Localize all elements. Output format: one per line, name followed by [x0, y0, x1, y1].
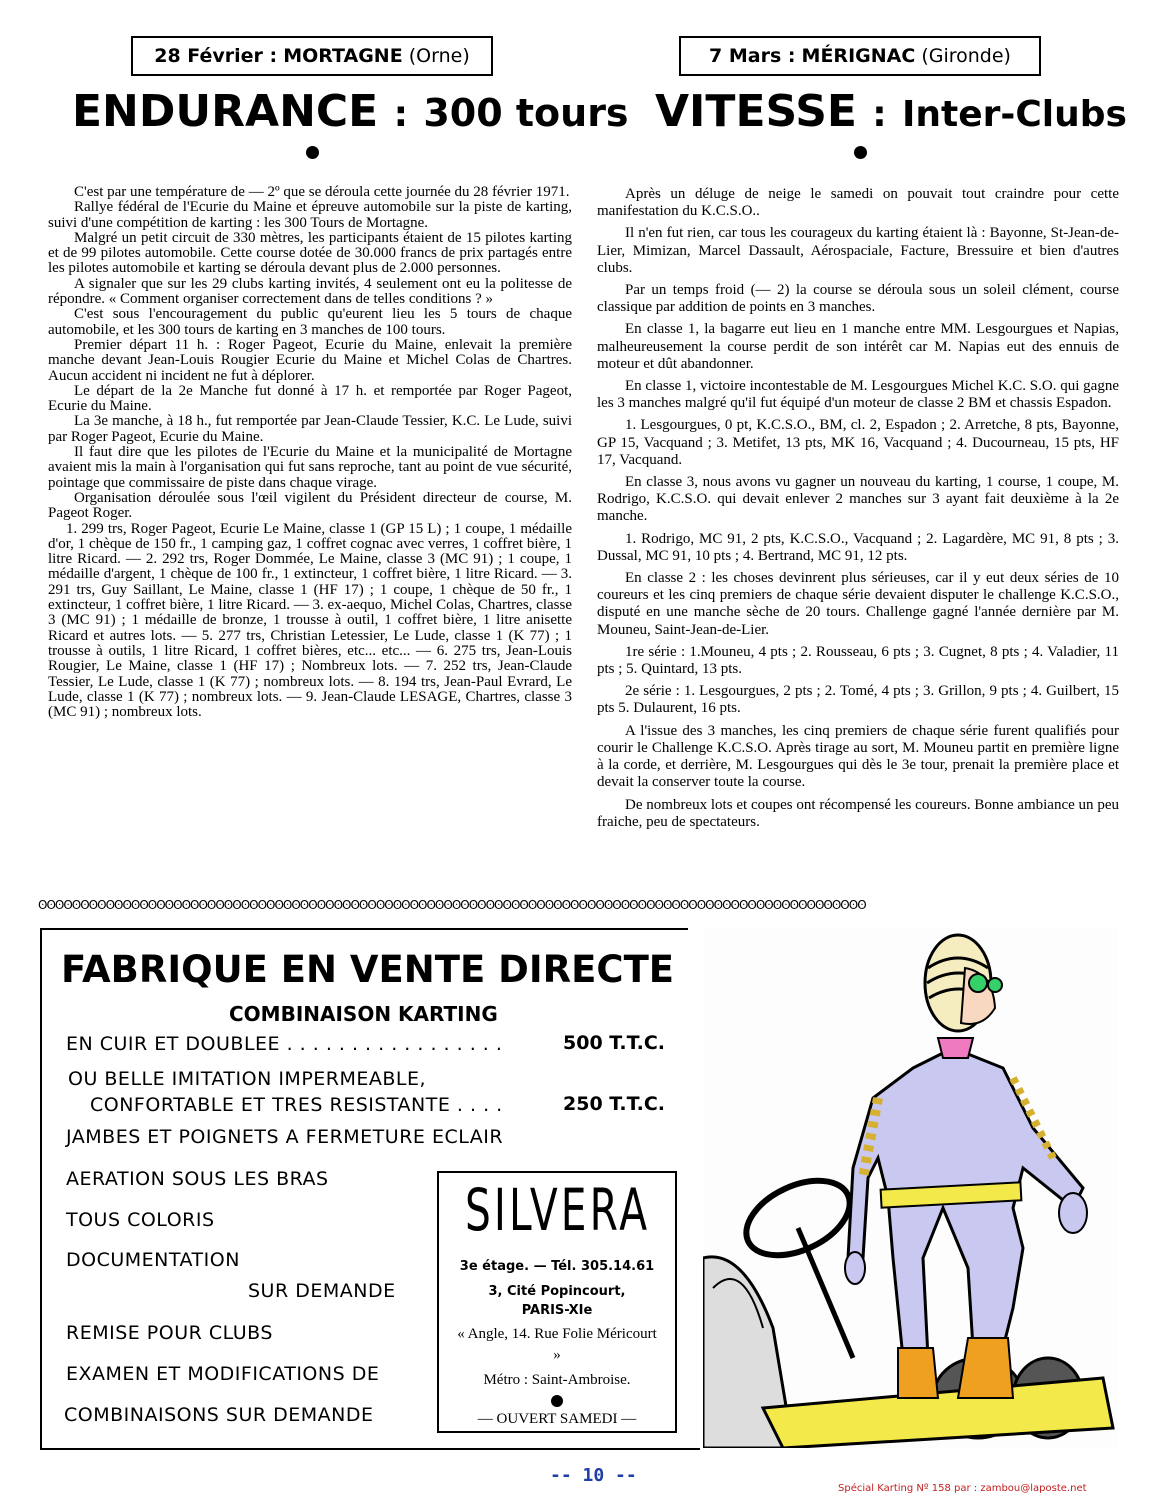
- ad-price-imitation: 250 T.T.C.: [563, 1093, 666, 1115]
- right-headline-rest: Inter-Clubs: [902, 94, 1127, 135]
- footer-credit: Spécial Karting Nº 158 par : zambou@laposte.net: [838, 1483, 1087, 1494]
- left-paragraph: La 3e manche, à 18 h., fut remportée par Jean-Claude Tessier, K.C. Le Lude, suivi par Roger Pageot, Ecurie du Maine.: [48, 413, 572, 445]
- left-paragraph: Premier départ 11 h. : Roger Pageot, Ecurie du Maine, enlevait la première manche devant Jean-Louis Rougier Ecurie du Maine et Michel Colas de Chartres. Aucun accident ni incident ne fut à déplorer.: [48, 336, 572, 384]
- ad-title: FABRIQUE EN VENTE DIRECTE: [61, 948, 675, 991]
- ad-frame-bottom: [40, 1448, 700, 1450]
- ad-line-colors: TOUS COLORIS: [66, 1209, 215, 1231]
- right-paragraph: En classe 2 : les choses devinrent plus sérieuses, car il y eut deux séries de 10 coureurs et les cinq premiers de chaque série devaient disputer le challenge K.C.S.O., disputé en une manche sèche de 20 tours. Challenge gagné l'année dernière par M. Mouneu, Saint-Jean-de-Lier.: [597, 570, 1119, 638]
- silvera-logo: SILVERA: [464, 1176, 651, 1244]
- silvera-open: — OUVERT SAMEDI —: [477, 1411, 637, 1427]
- right-date-label: 7 Mars :: [709, 45, 796, 67]
- karting-driver-image: [703, 928, 1118, 1448]
- left-place: MORTAGNE: [283, 45, 403, 67]
- left-headline: [72, 86, 629, 137]
- left-bullet-dot: [306, 146, 319, 159]
- right-headline-sep: :: [872, 94, 887, 135]
- ad-line-zippers: JAMBES ET POIGNETS A FERMETURE ECLAIR: [66, 1126, 504, 1148]
- right-bullet-dot: [854, 146, 867, 159]
- ad-frame-left: [40, 928, 42, 1450]
- right-paragraph: Il n'en fut rien, car tous les courageux du karting étaient là : Bayonne, St-Jean-de-Lier, Mimizan, Marcel Dassault, Aérospaciale, Facture, Bressuire et bien d'autres clubs.: [597, 225, 1119, 276]
- left-date-box: [131, 36, 493, 76]
- left-paragraph: Organisation déroulée sous l'œil vigilent du Président directeur de course, M. Pageot Roger.: [48, 489, 572, 522]
- karting-illustration: [703, 928, 1118, 1448]
- ad-line-aeration: AERATION SOUS LES BRAS: [66, 1168, 329, 1190]
- right-headline: [655, 86, 1127, 137]
- silvera-floor-tel: 3e étage. — Tél. 305.14.61: [459, 1259, 655, 1274]
- right-paragraph: En classe 1, la bagarre eut lieu en 1 manche entre MM. Lesgourgues et Napias, malheureusement la course perdit de son intérêt car M. Napias eut des ennuis de moteur et dût abandonner.: [597, 321, 1119, 372]
- ad-line-club-discount: REMISE POUR CLUBS: [66, 1322, 273, 1344]
- ornament-divider: ʘʘʘʘʘʘʘʘʘʘʘʘʘʘʘʘʘʘʘʘʘʘʘʘʘʘʘʘʘʘʘʘʘʘʘʘʘʘʘʘʘʘʘʘʘʘʘʘʘʘʘʘʘʘʘʘʘʘʘʘʘʘʘʘʘʘʘʘʘʘʘʘʘʘʘʘʘʘʘʘʘʘʘʘʘʘʘʘʘʘʘʘʘʘʘʘʘʘ: [38, 898, 866, 912]
- silvera-box: [437, 1171, 677, 1433]
- ad-frame-top: [40, 928, 688, 930]
- right-paragraph: En classe 1, victoire incontestable de M. Lesgourgues Michel K.C. S.O. qui gagne les 3 manches malgré qu'il fut équipé d'un moteur de classe 2 BM et chassis Espadon.: [597, 378, 1119, 412]
- left-paragraph: Malgré un petit circuit de 330 mètres, les participants étaient de 15 pilotes karting et de 99 pilotes automobile. Cette course dotée de 30.000 francs de prix partagés entre les pilotes automobile et karting se déroula devant plus de 2.000 personnes.: [48, 229, 572, 277]
- right-region: (Gironde): [921, 45, 1011, 67]
- left-headline-rest: 300 tours: [423, 91, 629, 135]
- right-paragraph: 1. Rodrigo, MC 91, 2 pts, K.C.S.O., Vacquand ; 2. Lagardère, MC 91, 8 pts ; 3. Dussal, MC 91, 10 pts ; 4. Bertrand, MC 91, 12 pts.: [597, 530, 1119, 564]
- ad-line-combinaisons: COMBINAISONS SUR DEMANDE: [64, 1404, 374, 1426]
- right-headline-main: VITESSE: [655, 86, 857, 137]
- ad-line-exam: EXAMEN ET MODIFICATIONS DE: [66, 1363, 380, 1385]
- silvera-metro: Métro : Saint-Ambroise.: [483, 1372, 631, 1388]
- page-number: -- 10 --: [550, 1465, 637, 1486]
- left-region: (Orne): [408, 45, 470, 67]
- silvera-street: 3, Cité Popincourt,: [488, 1284, 626, 1299]
- right-date-box: [679, 36, 1041, 76]
- left-paragraph: Le départ de la 2e Manche fut donné à 17 h. et remportée par Roger Pageot, Ecurie du Maine.: [48, 382, 572, 415]
- ad-line-imitation: OU BELLE IMITATION IMPERMEABLE,: [68, 1068, 427, 1090]
- right-paragraph: En classe 3, nous avons vu gagner un nouveau du karting, 1 course, 1 coupe, M. Rodrigo, K.C.S.O. qui devait enlever 2 manches sur 3 ayant fait deuxième à la 2e manche.: [597, 474, 1119, 525]
- ad-line-documentation: DOCUMENTATION: [66, 1249, 240, 1271]
- right-paragraph: Par un temps froid (— 2) la course se déroula sous un soleil clément, course classique par addition de points en 3 manches.: [597, 282, 1119, 316]
- right-paragraph: Après un déluge de neige le samedi on pouvait tout craindre pour cette manifestation du K.C.S.O..: [597, 186, 1119, 220]
- silvera-dot: [551, 1395, 563, 1407]
- right-paragraph: 1. Lesgourgues, 0 pt, K.C.S.O., BM, cl. 2, Espadon ; 2. Arretche, 8 pts, Bayonne, GP 15, Vacquand ; 3. Metifet, 13 pts, MK 16, Vacquand ; 4. Ducourneau, 15 pts, HF 17, Vacquand.: [597, 417, 1119, 468]
- left-paragraph: C'est par une température de — 2º que se déroula cette journée du 28 février 1971.: [74, 185, 570, 200]
- ad-line-on-request: SUR DEMANDE: [248, 1280, 396, 1302]
- right-article-body: [597, 186, 1119, 886]
- right-paragraph: 2e série : 1. Lesgourgues, 2 pts ; 2. Tomé, 4 pts ; 3. Grillon, 9 pts ; 4. Guilbert, 15 pts 5. Dulaurent, 16 pts.: [597, 683, 1119, 717]
- left-headline-sep: :: [393, 94, 408, 135]
- right-paragraph: A l'issue des 3 manches, les cinq premiers de chaque série furent qualifiés pour courir le Challenge K.C.S.O. Après tirage au sort, M. Mouneu partit en première ligne à la corde, et derrière, M. Lesgourgues qui dès le 3e tour, prenait la première place et devait la conserver toute la course.: [597, 722, 1119, 791]
- left-paragraph: Rallye fédéral de l'Ecurie du Maine et épreuve automobile sur la piste de karting, suivi d'une compétition de karting : les 300 Tours de Mortagne.: [48, 199, 572, 231]
- left-paragraph: A signaler que sur les 29 clubs karting invités, 4 seulement ont eu la politesse de répondre. « Comment organiser correctement dans de telles conditions ? »: [48, 275, 572, 308]
- right-place: MÉRIGNAC: [801, 45, 916, 67]
- left-date-label: 28 Février :: [154, 45, 278, 67]
- silvera-angle: « Angle, 14. Rue Folie Méricourt »: [457, 1326, 657, 1363]
- left-paragraph: Il faut dire que les pilotes de l'Ecurie du Maine et la municipalité de Mortagne avaient mis la main à l'organisation qui fut sans reproche, tant au point de vue sécurité, pointage que commissaire de piste dans chaque virage.: [48, 444, 572, 491]
- left-headline-main: ENDURANCE: [72, 86, 379, 137]
- left-article-body: [48, 185, 572, 885]
- right-paragraph: De nombreux lots et coupes ont récompensé les coureurs. Bonne ambiance un peu fraiche, peu de spectateurs.: [597, 796, 1119, 830]
- left-results: 1. 299 trs, Roger Pageot, Ecurie Le Maine, classe 1 (GP 15 L) ; 1 coupe, 1 médaille d'or, 1 chèque de 150 fr., 1 camping gaz, 1 coffret cognac avec verres, 1 coffret bière, 1 litre Ricard. — 2. 292 trs, Roger Dommée, Le Maine, classe 3 (MC 91) ; 1 coupe, 1 médaille d'argent, 1 chèque de 100 fr., 1 extincteur, 1 coffret bière, 1 litre Ricard. — 3. 291 trs, Guy Saillant, Le Maine, classe 1 (HF 17) ; 1 coupe, 1 chèque de 50 fr., 1 extincteur, 1 coffret bière, 1 litre Ricard. — 3. ex-aequo, Michel Colas, Chartres, classe 3 (MC 91) ; 1 médaille de bronze, 1 trousse à outil, 1 coffret bière, 1 litre anisette Ricard et autres lots. — 5. 277 trs, Christian Letessier, Le Lude, classe 1 (K 77) ; 1 trousse à outils, 1 litre Ricard, 1 coffret bières, etc... etc... — 6. 275 trs, Jean-Louis Rougier, Le Maine, classe 1 (HF 17) ; Nombreux lots. — 7. 252 trs, Jean-Claude Tessier, Le Lude, classe 1 (K 77) ; nombreux lots. — 8. 194 trs, Jean-Paul Evrard, Le Lude, classe 1 (K 77) ; nombreux lots. — 9. Jean-Claude LESAGE, Chartres, classe 3 (MC 91) ; nombreux lots.: [48, 520, 572, 721]
- ad-subtitle: COMBINAISON KARTING: [229, 1002, 498, 1026]
- silvera-city: PARIS-XIe: [521, 1303, 593, 1318]
- left-paragraph: C'est sous l'encouragement du public qu'eurent lieu les 5 tours de chaque automobile, et les 300 tours de karting en 3 manches de 100 tours.: [48, 306, 572, 338]
- right-paragraph: 1re série : 1.Mouneu, 4 pts ; 2. Rousseau, 6 pts ; 3. Cugnet, 8 pts ; 4. Valadier, 11 pts ; 5. Quintard, 13 pts.: [597, 643, 1119, 678]
- ad-line-leather: EN CUIR ET DOUBLEE . . . . . . . . . . . . . . . . .: [66, 1033, 503, 1055]
- ad-price-leather: 500 T.T.C.: [563, 1032, 666, 1054]
- ad-line-comfortable: CONFORTABLE ET TRES RESISTANTE . . . .: [90, 1094, 503, 1116]
